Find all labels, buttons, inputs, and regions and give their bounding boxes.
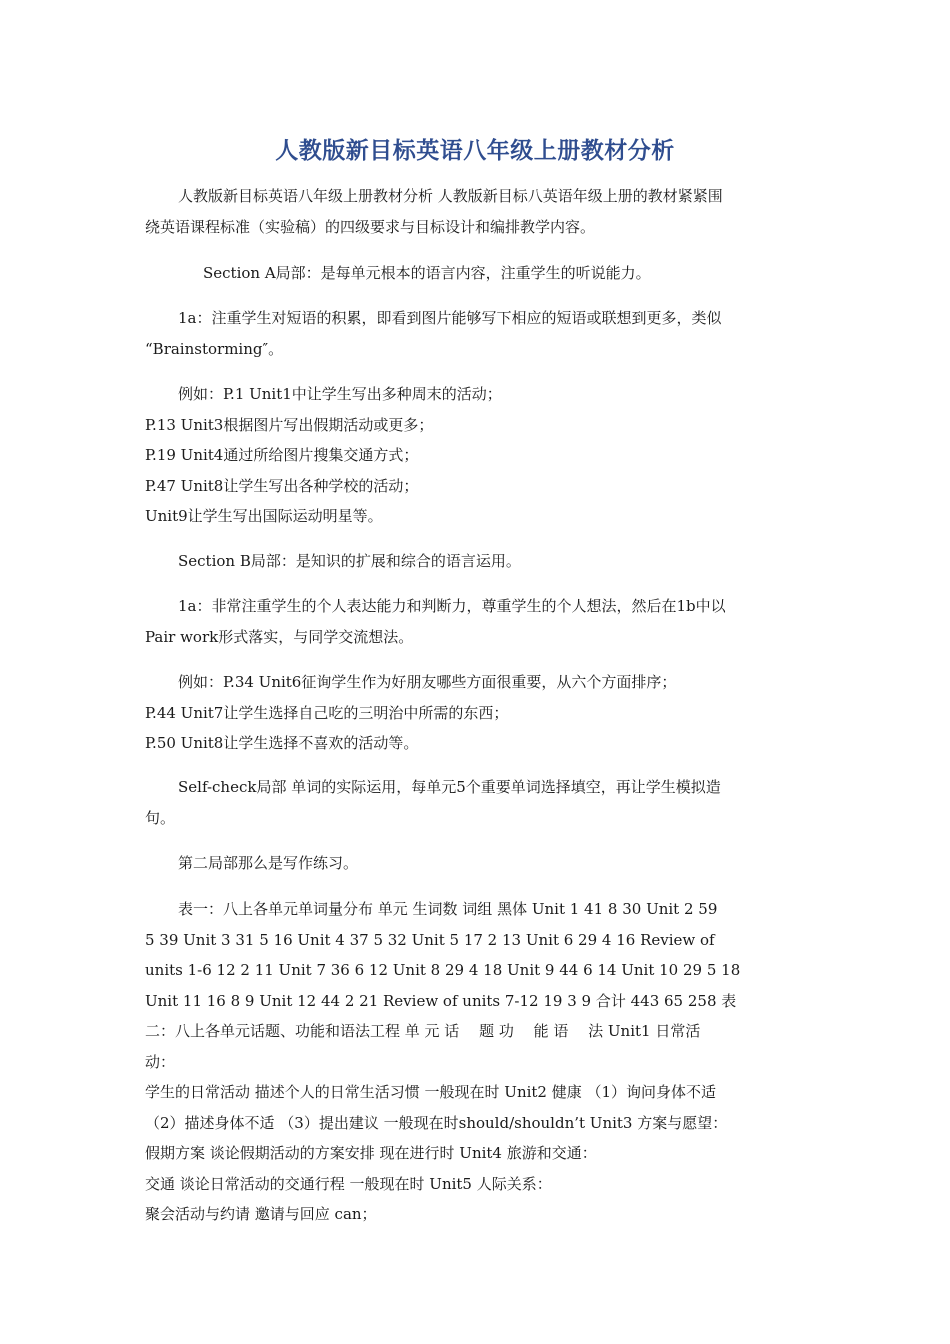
text-line: 例如：P.34 Unit6征询学生作为好朋友哪些方面很重要，从六个方面排序；: [178, 673, 677, 691]
text-line: 二：八上各单元话题、功能和语法工程 单 元 话 题 功 能 语 法 Unit1 日常活: [145, 1022, 701, 1040]
text-line: 1a：非常注重学生的个人表达能力和判断力，尊重学生的个人想法，然后在1b中以: [178, 597, 726, 615]
section-b-1a-paragraph: [145, 591, 805, 652]
text-line: 句。: [145, 808, 176, 827]
text-line: 第二局部那么是写作练习。: [178, 854, 359, 872]
text-line: 绕英语课程标准（实验稿）的四级要求与目标设计和编排教学内容。: [145, 217, 596, 236]
text-line: 假期方案 谈论假期活动的方案安排 现在进行时 Unit4 旅游和交通：: [145, 1144, 597, 1162]
text-line: 动：: [145, 1052, 176, 1071]
text-line: P.44 Unit7让学生选择自己吃的三明治中所需的东西；: [145, 703, 509, 722]
text-line: Section B局部：是知识的扩展和综合的语言运用。: [178, 552, 521, 570]
text-line: P.47 Unit8让学生写出各种学校的活动；: [145, 476, 419, 495]
intro-paragraph: [145, 181, 805, 242]
text-line: P.13 Unit3根据图片写出假期活动或更多；: [145, 415, 434, 434]
text-line: 交通 谈论日常活动的交通行程 一般现在时 Unit5 人际关系：: [145, 1174, 552, 1193]
text-line: Unit 11 16 8 9 Unit 12 44 2 21 Review of units 7-12 19 3 9 合计 443 65 258 表: [145, 991, 737, 1010]
self-check-paragraph: [145, 772, 805, 833]
section-a-1a-paragraph: [145, 303, 805, 364]
tables-paragraph: [145, 894, 805, 1230]
text-line: P.19 Unit4通过所给图片搜集交通方式；: [145, 446, 419, 464]
section-a-examples: [145, 379, 805, 532]
text-line: 聚会活动与约请 邀请与回应 can；: [145, 1205, 377, 1223]
text-line: Self-check局部 单词的实际运用，每单元5个重要单词选择填空，再让学生模拟造: [178, 778, 721, 796]
text-line: P.50 Unit8让学生选择不喜欢的活动等。: [145, 734, 419, 752]
text-line: （2）描述身体不适 （3）提出建议 一般现在时should/shouldn’t Unit3 方案与愿望：: [145, 1113, 728, 1132]
text-line: 5 39 Unit 3 31 5 16 Unit 4 37 5 32 Unit 5 17 2 13 Unit 6 29 4 16 Review of: [145, 930, 715, 949]
text-line: Pair work形式落实，与同学交流想法。: [145, 627, 414, 646]
text-line: 学生的日常活动 描述个人的日常生活习惯 一般现在时 Unit2 健康 （1）询问身体不适: [145, 1083, 717, 1101]
text-line: 例如：P.1 Unit1中让学生写出多种周末的活动；: [178, 385, 502, 403]
text-line: 表一：八上各单元单词量分布 单元 生词数 词组 黑体 Unit 1 41 8 30 Unit 2 59: [178, 900, 718, 918]
text-line: Section A局部：是每单元根本的语言内容，注重学生的听说能力。: [203, 264, 651, 282]
text-line: units 1-6 12 2 11 Unit 7 36 6 12 Unit 8 29 4 18 Unit 9 44 6 14 Unit 10 29 5 18: [145, 961, 741, 979]
section-a-paragraph: [145, 258, 805, 289]
text-line: Unit9让学生写出国际运动明星等。: [145, 507, 383, 525]
section-b-examples: [145, 667, 805, 759]
document-title: 人教版新目标英语八年级上册教材分析: [275, 138, 675, 164]
text-line: “Brainstorming″。: [145, 339, 284, 358]
text-line: 1a：注重学生对短语的积累，即看到图片能够写下相应的短语或联想到更多，类似: [178, 309, 722, 327]
part-two-paragraph: [145, 848, 805, 879]
text-line: 人教版新目标英语八年级上册教材分析 人教版新目标八英语年级上册的教材紧紧围: [178, 187, 723, 205]
section-b-paragraph: [145, 546, 805, 577]
